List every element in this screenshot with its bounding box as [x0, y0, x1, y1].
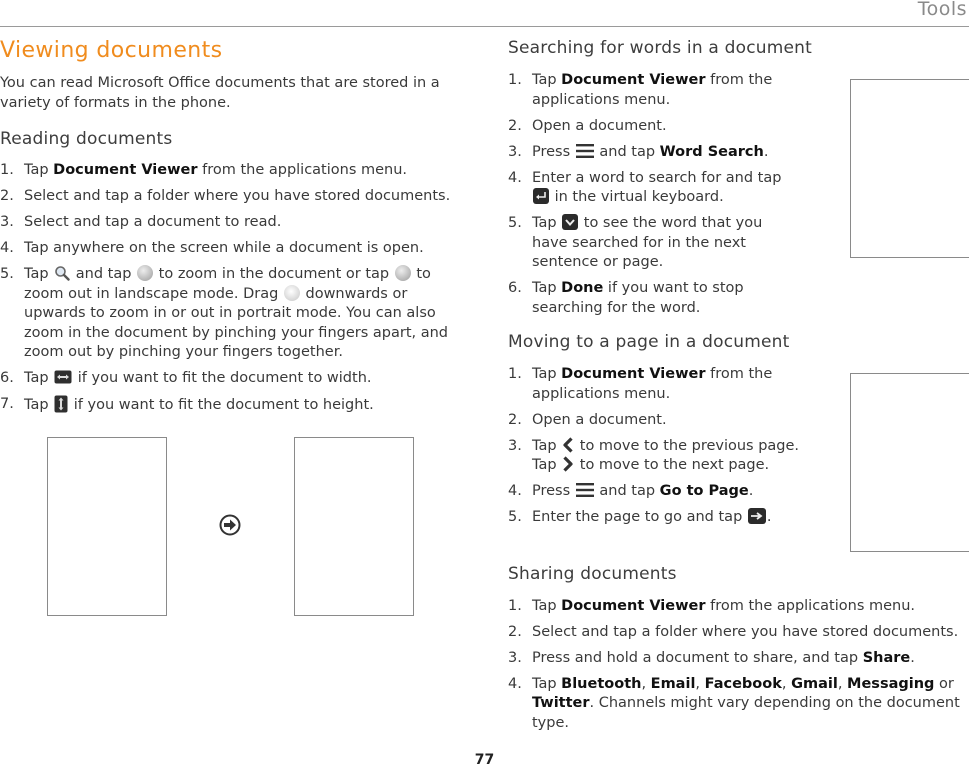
- zoom-out-icon: [395, 265, 411, 281]
- fit-height-icon: [54, 395, 68, 413]
- search-heading: Searching for words in a document: [508, 38, 813, 58]
- list-item: 6. Tap if you want to fit the document to width.: [0, 370, 372, 386]
- left-column: [0, 38, 460, 422]
- next-result-icon: [562, 214, 578, 230]
- list-item: 3. Press and tap Word Search.: [508, 143, 769, 160]
- magnifier-icon: [54, 265, 70, 281]
- page-title: Viewing documents: [0, 38, 223, 63]
- arrow-right-icon: [219, 514, 241, 536]
- menu-icon: [576, 483, 594, 497]
- list-item: 2. Select and tap a folder where you have stored documents.: [0, 188, 451, 204]
- list-item: 1. Tap Document Viewer from the applications menu.: [508, 366, 773, 402]
- go-icon: [748, 508, 766, 524]
- list-item: 2. Open a document.: [508, 117, 667, 134]
- chevron-left-icon: [562, 437, 574, 453]
- enter-key-icon: [533, 188, 549, 204]
- list-item: 1. Tap Document Viewer from the applications menu.: [508, 597, 916, 614]
- list-item: 1. Tap Document Viewer from the applications menu.: [508, 72, 773, 108]
- list-item: 4. Tap anywhere on the screen while a document is open.: [0, 240, 424, 256]
- sharing-heading: Sharing documents: [508, 563, 677, 584]
- header-rule: [0, 26, 969, 27]
- portrait-screenshot-before: [47, 437, 167, 616]
- menu-icon: [576, 144, 594, 158]
- reading-heading: Reading documents: [0, 129, 173, 149]
- list-item: 7. Tap if you want to fit the document to height.: [0, 396, 374, 413]
- list-item: 3. Select and tap a document to read.: [0, 214, 282, 230]
- page-number: 77: [474, 752, 495, 768]
- reading-steps: [0, 161, 460, 416]
- list-item: 1. Tap Document Viewer from the applications menu.: [0, 162, 408, 178]
- intro-paragraph: You can read Microsoft Office documents that are stored in a variety of formats in the phone.: [0, 75, 440, 111]
- chevron-right-icon: [562, 456, 574, 472]
- list-item: 3. Tap to move to the previous page. Tap to move to the next page.: [508, 437, 800, 473]
- list-item: 6. Tap Done if you want to stop searching for the word.: [508, 280, 744, 316]
- fit-width-icon: [54, 369, 72, 385]
- list-item: 5. Tap and tap to zoom in the document or tap to zoom out in landscape mode. Drag downwards or upwards to zoom in or out in portrait mode. You can also zoom in the document by pinching your fingers apart, and zoom out by pinching your fingers together.: [0, 266, 449, 360]
- list-item: 4. Enter a word to search for and tap in the virtual keyboard.: [508, 169, 782, 205]
- list-item: 5. Tap to see the word that you have searched for in the next sentence or page.: [508, 215, 763, 270]
- page-navigation-screenshot: [850, 373, 969, 552]
- sharing-steps: [508, 597, 969, 734]
- moving-heading: Moving to a page in a document: [508, 332, 790, 352]
- drag-handle-icon: [284, 285, 300, 301]
- header-section-title: Tools: [917, 0, 967, 20]
- list-item: 4. Press and tap Go to Page.: [508, 483, 754, 499]
- search-screenshot: [850, 79, 969, 258]
- list-item: 2. Open a document.: [508, 411, 667, 428]
- portrait-screenshot-after: [294, 437, 414, 616]
- list-item: 2. Select and tap a folder where you have stored documents.: [508, 623, 959, 640]
- zoom-in-icon: [137, 265, 153, 281]
- list-item: 3. Press and hold a document to share, and tap Share.: [508, 649, 915, 666]
- list-item: 5. Enter the page to go and tap .: [508, 509, 772, 525]
- list-item: 4. Tap Bluetooth, Email, Facebook, Gmail, Messaging or Twitter. Channels might vary depending on the document type.: [508, 675, 960, 731]
